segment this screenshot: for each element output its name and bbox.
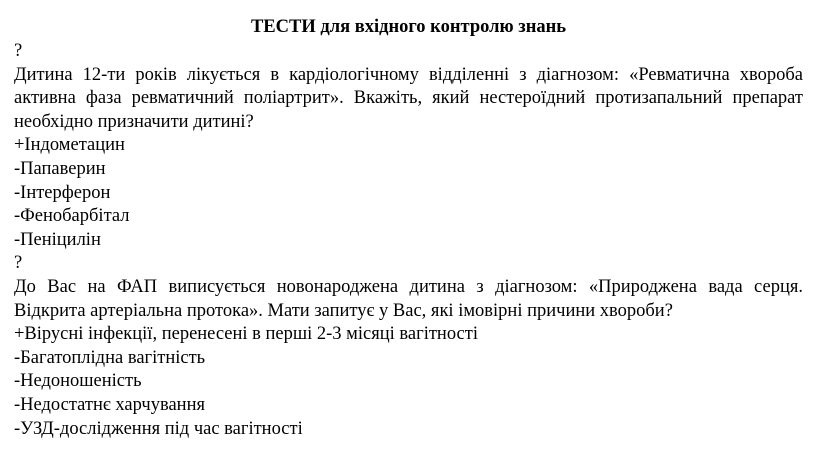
answer-option: -Інтерферон <box>14 182 111 203</box>
question-text: До Вас на ФАП виписується новонароджена дитина з діагнозом: «Природжена вада серця. Відкрита артеріальна протока». Мати запитує у Вас, які імовірні причини хвороби? <box>14 276 803 321</box>
question-text: Дитина 12-ти років лікується в кардіологічному відділенні з діагнозом: «Ревматична хвороба активна фаза ревматичний поліартрит». Вкажіть, який нестероїдний протизапальний препарат необхідно призначити дитині? <box>14 64 803 132</box>
answer-option: +Вірусні інфекції, перенесені в перші 2-3 місяці вагітності <box>14 324 478 345</box>
answer-option: +Індометацин <box>14 135 125 156</box>
answer-option: -Недоношеність <box>14 371 142 392</box>
answer-option: -Пеніцилін <box>14 229 101 250</box>
document-title: ТЕСТИ для вхідного контролю знань <box>250 17 567 37</box>
answer-option: -Багатоплідна вагітність <box>14 347 206 368</box>
question-mark: ? <box>14 253 23 274</box>
test-document <box>14 16 831 441</box>
answer-option: -УЗД-дослідження під час вагітності <box>14 418 303 439</box>
question-mark: ? <box>14 41 23 61</box>
question-block <box>14 252 831 441</box>
answer-option: -Фенобарбітал <box>14 206 130 227</box>
answer-option: -Папаверин <box>14 158 106 179</box>
answer-option: -Недостатнє харчування <box>14 394 205 415</box>
question-block <box>14 40 831 252</box>
